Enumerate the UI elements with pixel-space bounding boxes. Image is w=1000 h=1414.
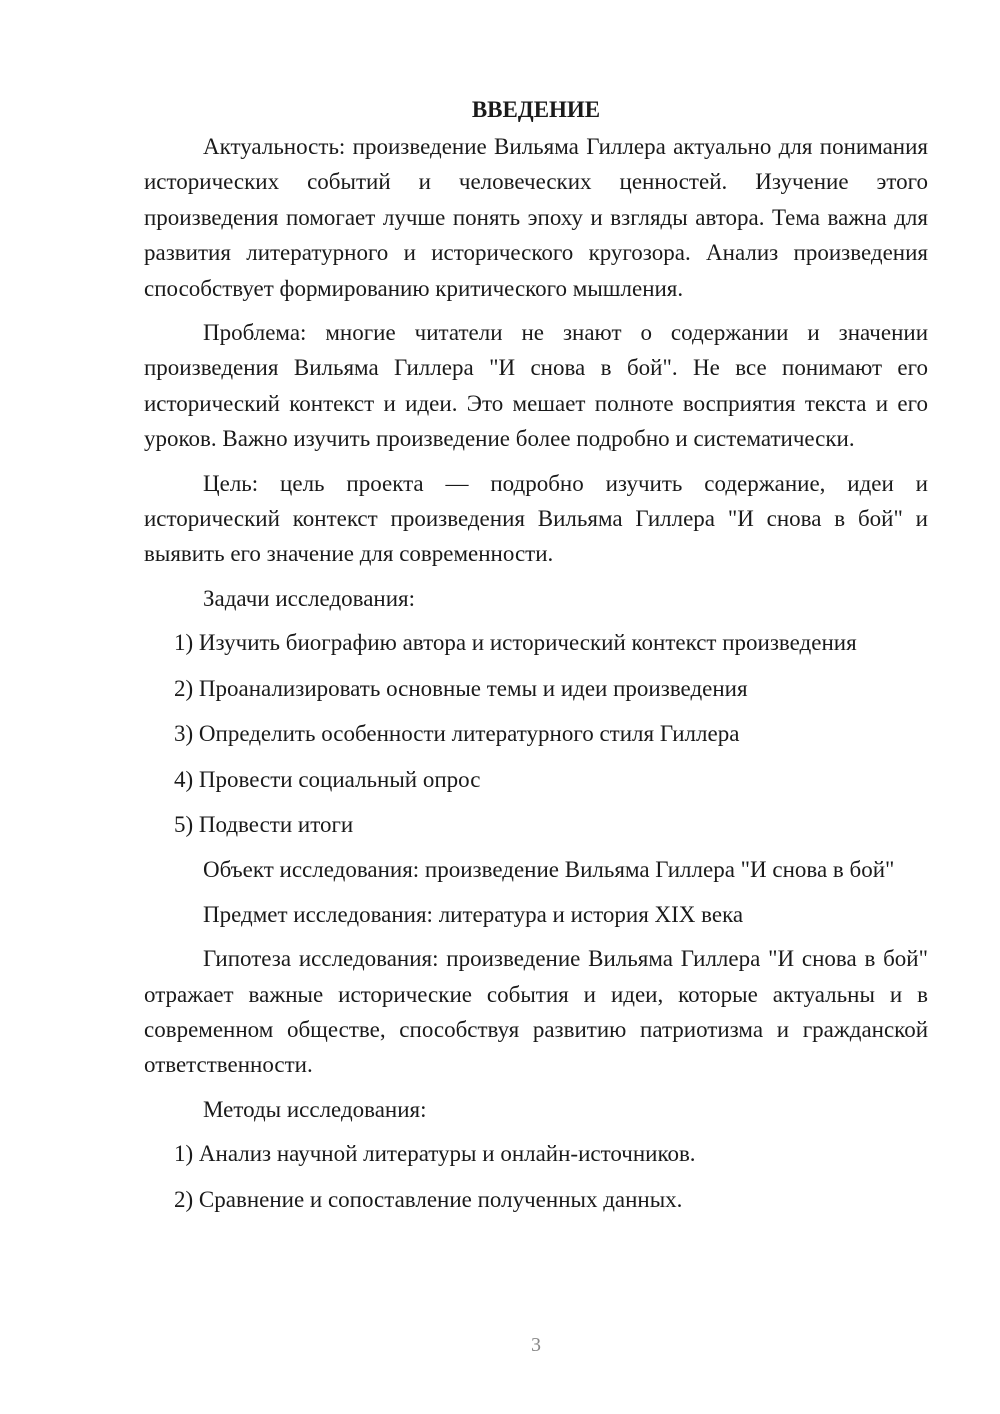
task-item-1: 1) Изучить биографию автора и исторический контекст произведения — [174, 630, 857, 656]
method-item-1: 1) Анализ научной литературы и онлайн-источников. — [174, 1141, 696, 1167]
hypothesis-paragraph: Гипотеза исследования: произведение Вильяма Гиллера "И снова в бой" отражает важные исторические события и идеи, которые актуальны и в современном обществе, способствуя развитию патриотизма и гражданской ответственности. — [144, 946, 928, 1078]
task-item-2: 2) Проанализировать основные темы и идеи произведения — [174, 675, 748, 701]
methods-heading: Методы исследования: — [203, 1096, 427, 1122]
task-item-5: 5) Подвести итоги — [174, 811, 354, 837]
goal-paragraph: Цель: цель проекта — подробно изучить содержание, идеи и исторический контекст произведения Вильяма Гиллера "И снова в бой" и выявить его значение для современности. — [144, 470, 928, 567]
task-item-3: 3) Определить особенности литературного стиля Гиллера — [174, 721, 740, 747]
relevance-paragraph: Актуальность: произведение Вильяма Гиллера актуально для понимания исторических событий и человеческих ценностей. Изучение этого произведения помогает лучше понять эпоху и взгляды автора. Тема важна для развития литературного и исторического кругозора. Анализ произведения способствует формированию критического мышления. — [144, 134, 928, 301]
section-title: ВВЕДЕНИЕ — [471, 97, 601, 122]
page-number: 3 — [531, 1334, 541, 1356]
problem-paragraph: Проблема: многие читатели не знают о содержании и значении произведения Вильяма Гиллера "И снова в бой". Не все понимают его исторический контекст и идеи. Это мешает полноте восприятия текста и его уроков. Важно изучить произведение более подробно и систематически. — [144, 320, 928, 452]
object-paragraph: Объект исследования: произведение Вильяма Гиллера "И снова в бой" — [203, 857, 895, 883]
task-item-4: 4) Провести социальный опрос — [174, 766, 481, 792]
subject-paragraph: Предмет исследования: литература и история XIX века — [203, 901, 744, 927]
document-body — [144, 92, 928, 1227]
method-item-2: 2) Сравнение и сопоставление полученных данных. — [174, 1186, 683, 1212]
tasks-heading: Задачи исследования: — [203, 585, 416, 611]
